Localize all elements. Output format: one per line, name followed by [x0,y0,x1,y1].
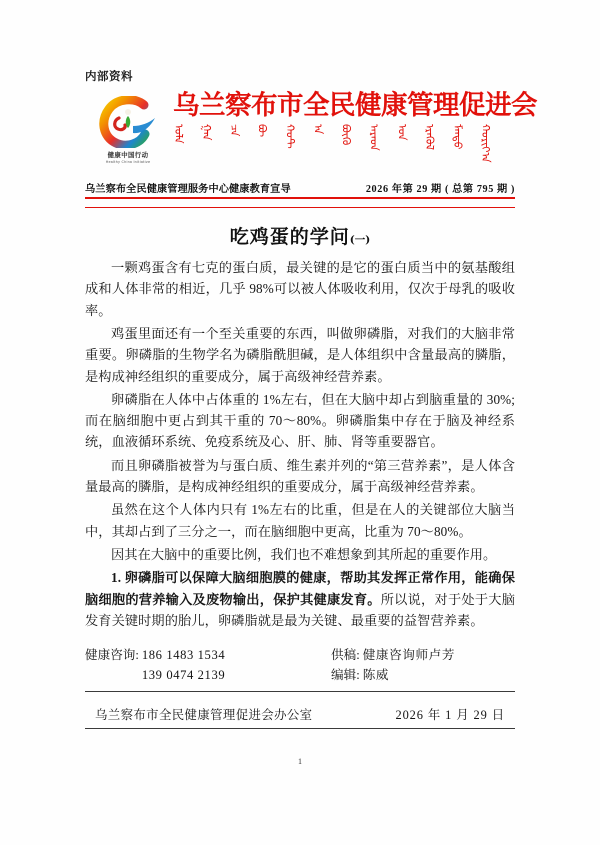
footer-rule-bottom [85,728,515,729]
health-consult-label: 健康咨询: [85,648,139,663]
contributor-label: 供稿: [331,648,360,663]
paragraph: 而且卵磷脂被誉为与蛋白质、维生素并列的“第三营养素”，是人体含量最高的膦脂，是构成神经组织的重要成分，属于高级神经营养素。 [85,457,515,495]
mongolian-glyph: ᠤᠯᠠ [172,124,185,144]
document-content [85,69,537,767]
mongolian-glyph: ᠠ [311,124,325,135]
organization-title: 乌兰察布市全民健康管理促进会 [173,89,537,121]
header-rule-thick [85,197,515,199]
mongolian-glyph: ᠤᠨ [395,124,409,141]
mongolian-glyph: ᠪᠦ [255,124,269,138]
page-number: 1 [298,757,302,767]
health-consult-row [85,645,331,665]
internal-material-label: 内部资料 [85,69,133,83]
mongolian-glyph: ᠡᠷᠡᠭᠦᠯ [423,124,437,151]
contact-block [85,645,515,685]
health-consult-phone-primary: 186 1483 1534 [141,648,226,663]
issue-publisher: 乌兰察布全民健康管理服务中心健康教育宣导 [85,183,291,195]
footer-rule-top [85,691,515,692]
mongolian-glyph: ᠬᠣᠲ [283,124,297,149]
article-title-sequence: (一) [349,234,371,247]
paragraph: 卵磷脂在人体中占体重的 1%左右，但在大脑中却占到脑重量的 30%; 而在脑细胞中更占到其干重的 70～80%。卵磷脂集中存在于脑及神经系统，血液循环系统、免疫系统及心、肝、肺、肾等重要器官。 [85,391,515,450]
logo-caption-cn: 健康中国行动 [107,150,149,159]
paragraph: 因其在大脑中的重要比例，我们也不难想象到其所起的重要作用。 [111,546,497,562]
paragraph-bold-lead: 1. 卵磷脂可以保障大脑细胞膜的健康，帮助其发挥正常作用，能确保脑细胞的营养输入及废物输出，保护其健康发育。 [85,570,515,607]
paragraph: 一颗鸡蛋含有七克的蛋白质，最关键的是它的蛋白质当中的氨基酸组成和人体非常的相近，几乎 98%可以被人体吸收利用，仅次于母乳的吸收率。 [85,260,515,318]
footer-line [85,700,515,728]
paragraph: 鸡蛋里面还有一个至关重要的东西，叫做卵磷脂，对我们的大脑非常重要。卵磷脂的生物学名为磷脂酰胆碱，是人体组织中含量最高的膦脂，是构成神经组织的重要成分，属于高级神经营养素。 [85,325,515,384]
mongolian-glyph: ᠪᠦᠬᠦ [339,124,353,146]
mongolian-glyph: ᠠᠷᠠᠳ [367,124,381,152]
masthead [85,89,537,174]
contributor-name: 健康咨询师卢芳 [362,648,456,663]
mongolian-glyph: ᠬᠣᠷᠢᠶ᠎ᠠ [478,124,492,164]
header-rule-thin [85,207,515,208]
article-title-text: 吃鸡蛋的学问 [229,226,350,249]
editor-label: 编辑: [331,668,360,683]
footer-date: 2026 年 1 月 29 日 [395,708,505,723]
health-consult-row-secondary [85,665,331,685]
paragraph-tail: 所以说，对于处于大脑发育关键时期的胎儿，卵磷脂就是最为关键、最重要的益智营养素。 [85,591,516,628]
editor-name: 陈威 [362,668,390,683]
masthead-text-block [171,89,537,164]
issue-line [85,180,515,195]
mongolian-glyph: ᠮᠡᠨᠳᠦ [451,124,465,150]
logo-caption-en: Healthy China Initiative [105,159,151,164]
article-title [85,222,515,249]
healthy-china-initiative-logo-icon [97,96,159,148]
mongolian-glyph: ᠴᠠ [227,124,241,137]
footer-office: 乌兰察布市全民健康管理促进会办公室 [95,708,313,723]
mongolian-script-row [172,124,492,164]
logo-block [85,92,171,164]
mongolian-glyph: ᠭᠠᠨ [199,124,213,141]
paragraph: 虽然在这个人体内只有 1%左右的比重，但是在人的关键部位大脑当中，其却占到了三分之一，而在脑细胞中更高，比重为 70～80%。 [85,502,515,539]
paragraph-emphasized [85,567,515,631]
contact-right-column [331,645,515,685]
editor-row [331,665,515,685]
health-consult-phone-secondary: 139 0474 2139 [141,668,226,683]
issue-number: 2026 年第 29 期 ( 总第 795 期 ) [365,183,515,195]
contact-left-column [85,645,331,685]
contributor-row [331,645,515,665]
